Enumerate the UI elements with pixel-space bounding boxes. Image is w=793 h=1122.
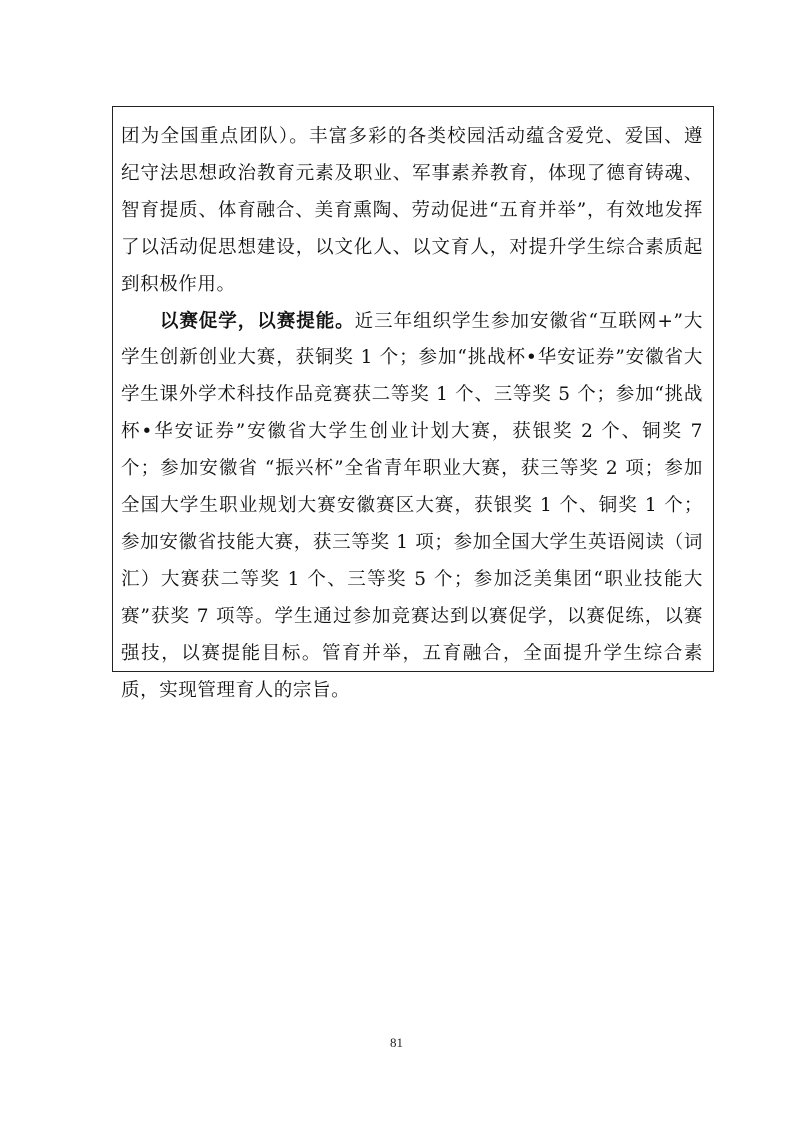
- paragraph-competitions: [121, 304, 703, 710]
- paragraph-continued: [121, 119, 703, 304]
- paragraph-text: 近三年组织学生参加安徽省“互联网+”大学生创新创业大赛，获铜奖 1 个；参加“挑战杯•华安证券”安徽省大学生课外学术科技作品竞赛获二等奖 1 个、三等奖 5 个；参加“挑战杯•华安证券”安徽省大学生创业计划大赛，获银奖 2 个、铜奖 7 个；参加安徽省 “振兴杯”全省青年职业大赛，获三等奖 2 项；参加全国大学生职业规划大赛安徽赛区大赛，获银奖 1 个、铜奖 1 个；参加安徽省技能大赛，获三等奖 1 项；参加全国大学生英语阅读（词汇）大赛获二等奖 1 个、三等奖 5 个；参加泛美集团“职业技能大赛”获奖 7 项等。学生通过参加竞赛达到以赛促学，以赛促练，以赛强技，以赛提能目标。管育并举，五育融合，全面提升学生综合素质，实现管理育人的宗旨。: [121, 310, 703, 701]
- page-number: 81: [390, 1035, 403, 1050]
- paragraph-text: 团为全国重点团队）。丰富多彩的各类校园活动蕴含爱党、爱国、遵纪守法思想政治教育元素及职业、军事素养教育，体现了德育铸魂、智育提质、体育融合、美育熏陶、劳动促进“五育并举”，有效地发挥了以活动促思想建设，以文化人、以文育人，对提升学生综合素质起到积极作用。: [121, 126, 703, 295]
- content-table-cell: [112, 106, 714, 701]
- paragraph-lead-heading: 以赛促学，以赛提能。: [159, 310, 355, 332]
